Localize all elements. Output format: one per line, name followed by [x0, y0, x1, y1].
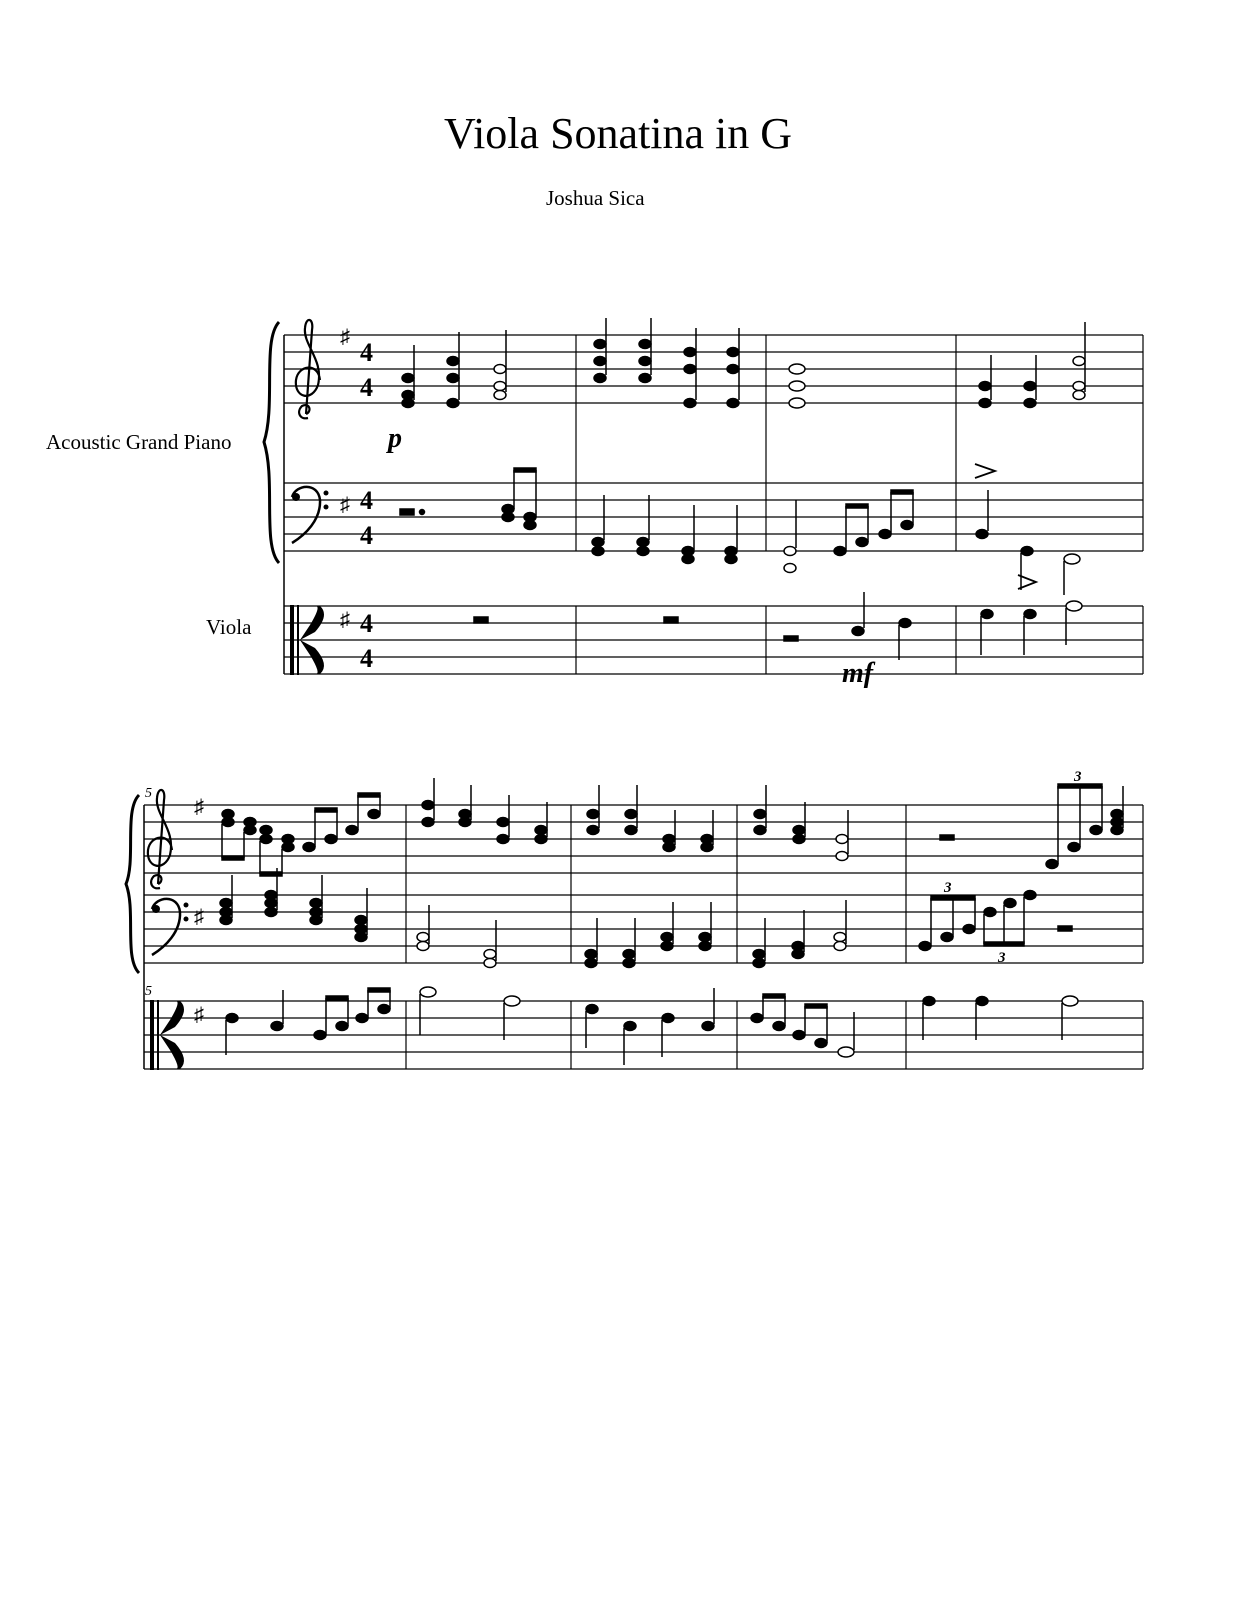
svg-text:4: 4 — [360, 373, 373, 402]
piano-brace-1 — [264, 322, 279, 563]
tuplet-number: 3 — [1074, 769, 1082, 785]
viola-staff-1 — [284, 606, 1143, 674]
system-1 — [264, 322, 1143, 674]
sharp-icon: ♯ — [340, 609, 350, 631]
sharp-icon: ♯ — [340, 494, 350, 516]
composer-name: Joshua Sica — [546, 186, 645, 210]
bass-notes-1 — [400, 468, 1080, 595]
svg-text:4: 4 — [360, 644, 373, 673]
svg-text:4: 4 — [360, 486, 373, 515]
viola-notes-1 — [474, 592, 1082, 660]
instrument-label-piano: Acoustic Grand Piano — [46, 430, 232, 454]
treble-notes-1 — [402, 318, 1085, 408]
svg-text:4: 4 — [360, 609, 373, 638]
dynamic-mark-p: p — [388, 423, 402, 454]
svg-text:4: 4 — [360, 521, 373, 550]
piano-brace-2 — [126, 795, 139, 973]
measure-number: 5 — [145, 984, 152, 999]
score-title: Viola Sonatina in G — [443, 109, 793, 158]
piano-bass-staff-1 — [284, 483, 1143, 551]
sharp-icon: ♯ — [194, 1004, 204, 1026]
treble-notes-2 — [222, 778, 1123, 876]
time-signature-1 — [360, 338, 373, 673]
sharp-icon: ♯ — [340, 326, 350, 348]
sharp-icon: ♯ — [194, 796, 204, 818]
piano-bass-staff-2 — [144, 895, 1143, 963]
dynamic-mark-mf: mf — [842, 658, 874, 689]
sharp-icon: ♯ — [194, 906, 204, 928]
measure-number: 5 — [145, 786, 152, 801]
tuplet-number: 3 — [998, 950, 1006, 966]
tuplet-number: 3 — [944, 880, 952, 896]
instrument-label-viola: Viola — [206, 615, 252, 639]
svg-text:4: 4 — [360, 338, 373, 367]
viola-notes-2 — [226, 987, 1078, 1065]
viola-staff-2 — [144, 1001, 1143, 1069]
